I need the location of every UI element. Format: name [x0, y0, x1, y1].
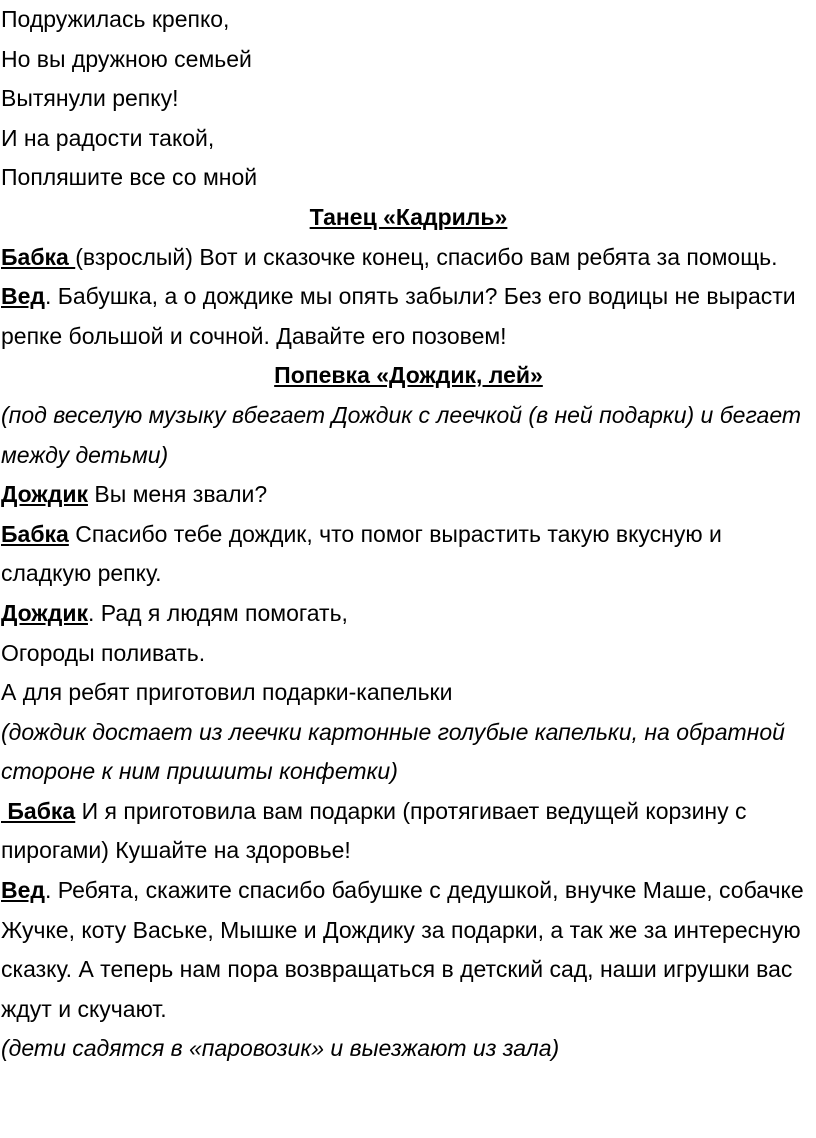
- verse-line: И на радости такой,: [1, 124, 215, 151]
- dialogue-text: . Ребята, скажите спасибо бабушке с дедушкой, внучке Маше, собачке Жучке, коту Ваське, Мышке и Дождику за подарки, а так же за интересную сказку. А теперь нам пора возвращаться в детский сад, наши игрушки вас ждут и скучают.: [1, 877, 804, 1022]
- speaker-name: Вед: [1, 283, 46, 310]
- dialogue-paragraph: [1, 238, 809, 278]
- verse-line: Огороды поливать.: [1, 639, 206, 666]
- verse-line: Но вы дружною семьей: [1, 45, 252, 72]
- speaker-name: Вед: [1, 877, 46, 904]
- dialogue-paragraph: [1, 475, 809, 515]
- verse-line: Вытянули репку!: [1, 85, 179, 112]
- dialogue-paragraph: [1, 594, 809, 634]
- verse-line: А для ребят приготовил подарки-капельки: [1, 679, 453, 706]
- stage-direction: (под веселую музыку вбегает Дождик с леечкой (в ней подарки) и бегает между детьми): [1, 401, 802, 468]
- dialogue-text: Вы меня звали?: [87, 481, 268, 508]
- dialogue-paragraph: [1, 871, 809, 1029]
- dialogue-paragraph: [1, 792, 809, 871]
- heading-song: Попевка «Дождик, лей»: [274, 362, 543, 389]
- speaker-name: Бабка: [1, 243, 76, 270]
- dialogue-text: И я приготовила вам подарки (протягивает ведущей корзину с пирогами) Кушайте на здоровье!: [1, 797, 747, 864]
- dialogue-text: Спасибо тебе дождик, что помог вырастить такую вкусную и сладкую репку.: [1, 520, 722, 587]
- speaker-name: Бабка: [1, 520, 69, 547]
- stage-direction: (дождик достает из леечки картонные голубые капельки, на обратной стороне к ним пришиты конфетки): [1, 718, 785, 785]
- verse-line: Подружилась крепко,: [1, 6, 230, 32]
- dialogue-paragraph: [1, 277, 809, 356]
- verse-line: Попляшите все со мной: [1, 164, 258, 191]
- dialogue-text: (взрослый) Вот и сказочке конец, спасибо вам ребята за помощь.: [75, 243, 778, 270]
- speaker-name: Дождик: [1, 599, 88, 626]
- dialogue-text: . Бабушка, а о дождике мы опять забыли? Без его водицы не вырасти репке большой и сочной. Давайте его позовем!: [1, 283, 796, 349]
- speaker-name: Бабка: [1, 797, 76, 824]
- speaker-name: Дождик: [1, 481, 88, 508]
- heading-dance: Танец «Кадриль»: [309, 203, 508, 230]
- dialogue-text: . Рад я людям помогать,: [87, 599, 348, 626]
- stage-direction: (дети садятся в «паровозик» и выезжают из зала): [1, 1035, 560, 1062]
- dialogue-paragraph: [1, 515, 809, 594]
